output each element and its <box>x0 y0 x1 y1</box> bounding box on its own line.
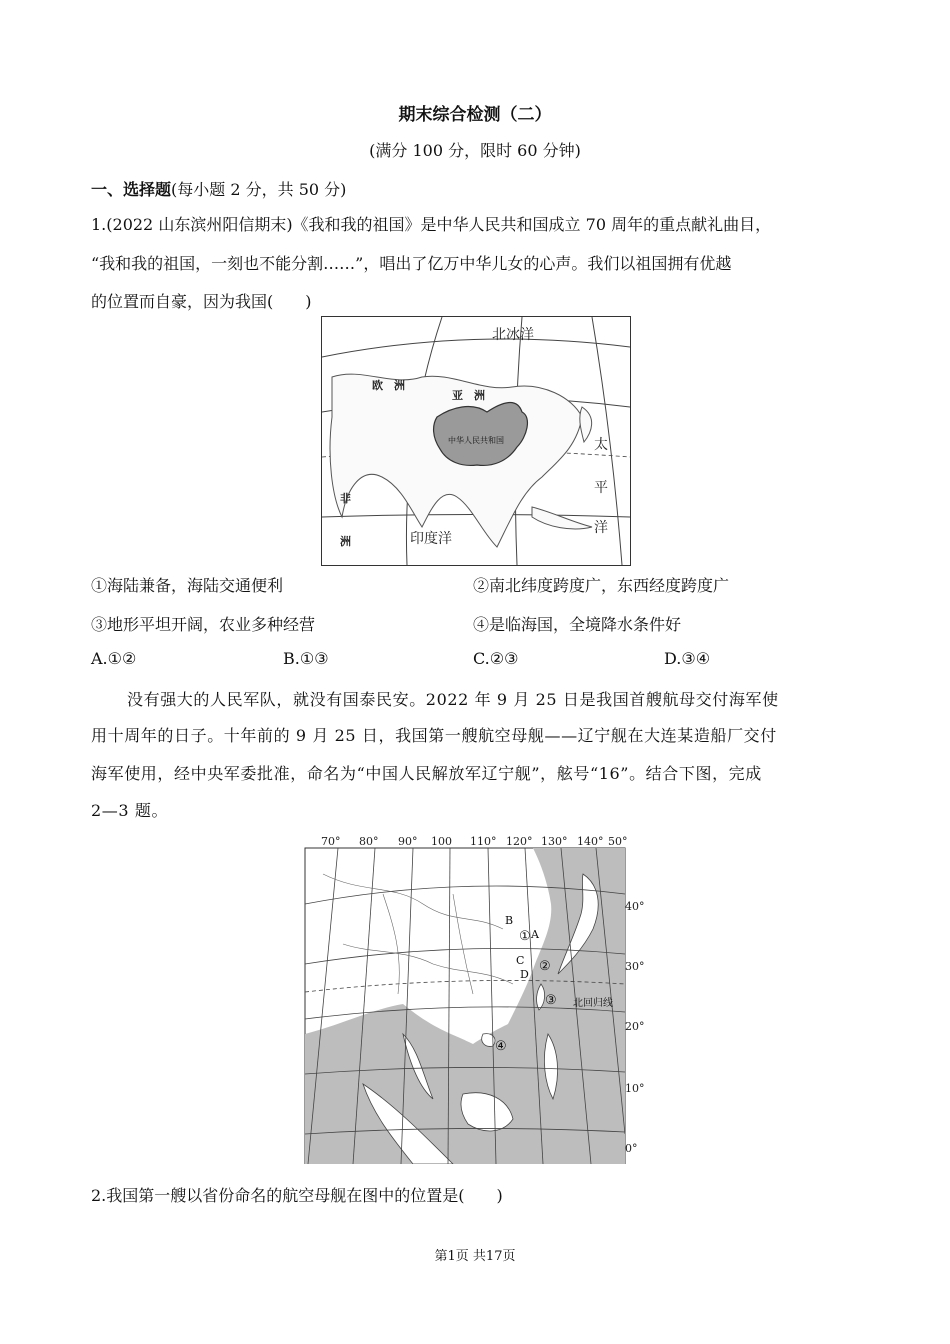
passage-line-4: 2—3 题。 <box>91 801 169 820</box>
map1-indian-label: 印度洋 <box>410 531 452 547</box>
circle-3-label: ③ <box>545 993 557 1008</box>
map1-africa-label-2: 洲 <box>340 535 351 548</box>
page-subtitle: (满分 100 分，限时 60 分钟) <box>369 141 581 160</box>
china-location-map-svg <box>322 317 630 565</box>
lon-label: 70° <box>321 835 341 848</box>
map1-graticule <box>322 339 630 357</box>
tropic-label: 北回归线 <box>573 998 613 1009</box>
lon-label: 50° <box>608 835 628 848</box>
east-asia-map <box>305 835 645 1163</box>
section-title: 一、选择题 <box>91 180 172 199</box>
map1-arctic-label: 北冰洋 <box>492 327 534 343</box>
map1-pacific-label-2: 平 <box>594 480 608 496</box>
map1-africa-label-1: 非 <box>340 492 351 505</box>
lat-label: 0° <box>625 1142 638 1155</box>
map1-japan <box>580 407 592 442</box>
statement-4: ④是临海国，全境降水条件好 <box>473 615 682 634</box>
section-heading <box>91 177 346 200</box>
circle-4-label: ④ <box>495 1039 507 1054</box>
statement-3: ③地形平坦开阔，农业多种经营 <box>91 615 316 634</box>
passage-line-1: 没有强大的人民军队，就没有国泰民安。2022 年 9 月 25 日是我国首艘航母交付海军使 <box>127 690 779 709</box>
lon-label: 120° <box>506 835 533 848</box>
lat-label: 30° <box>625 960 645 973</box>
passage-line-2: 用十周年的日子。十年前的 9 月 25 日，我国第一艘航空母舰——辽宁舰在大连某造船厂交付 <box>91 726 777 745</box>
map1-asia-label: 亚 洲 <box>452 389 485 402</box>
statement-2: ②南北纬度跨度广，东西经度跨度广 <box>473 576 730 595</box>
lon-label: 90° <box>398 835 418 848</box>
statement-1: ①海陆兼备，海陆交通便利 <box>91 576 284 595</box>
lon-label: 130° <box>541 835 568 848</box>
east-asia-map-svg <box>303 834 648 1164</box>
question-2: 2.我国第一艘以省份命名的航空母舰在图中的位置是( ) <box>91 1186 503 1205</box>
map1-pacific-label-3: 洋 <box>594 520 608 536</box>
passage-line-3: 海军使用，经中央军委批准，命名为“中国人民解放军辽宁舰”，舷号“16”。结合下图，完成 <box>91 764 762 783</box>
map1-europe-label: 欧 洲 <box>372 379 405 392</box>
option-b: B.①③ <box>283 649 329 668</box>
option-d: D.③④ <box>664 649 711 668</box>
lat-label: 40° <box>625 900 645 913</box>
page-title: 期末综合检测（二） <box>398 105 552 125</box>
point-c-label: C <box>516 954 525 967</box>
lat-label: 20° <box>625 1020 645 1033</box>
section-note: (每小题 2 分，共 50 分) <box>171 180 347 199</box>
page-footer: 第1页 共17页 <box>434 1249 516 1264</box>
lon-label: 80° <box>359 835 379 848</box>
option-c: C.②③ <box>473 649 519 668</box>
lon-label: 100 <box>431 835 452 848</box>
china-location-map <box>321 316 631 566</box>
lat-label: 10° <box>625 1082 645 1095</box>
lon-label: 110° <box>470 835 497 848</box>
map1-pacific-label-1: 太 <box>594 437 608 453</box>
circle-2-label: ② <box>539 959 551 974</box>
option-a: A.①② <box>91 649 137 668</box>
point-d-label: D <box>520 968 529 981</box>
question-1-line-2: “我和我的祖国，一刻也不能分割……”，唱出了亿万中华儿女的心声。我们以祖国拥有优越 <box>91 254 732 273</box>
map1-china-label: 中华人民共和国 <box>448 436 504 445</box>
point-b-label: B <box>505 914 514 927</box>
point-a-label: A <box>531 928 539 941</box>
question-1-line-3: 的位置而自豪，因为我国( ) <box>91 292 312 311</box>
lon-label: 140° <box>577 835 604 848</box>
circle-1-label: ① <box>519 929 531 944</box>
map1-islands <box>532 507 592 529</box>
question-1-line-1: 1.(2022 山东滨州阳信期末)《我和我的祖国》是中华人民共和国成立 70 周年的重点献礼曲目， <box>91 215 772 234</box>
